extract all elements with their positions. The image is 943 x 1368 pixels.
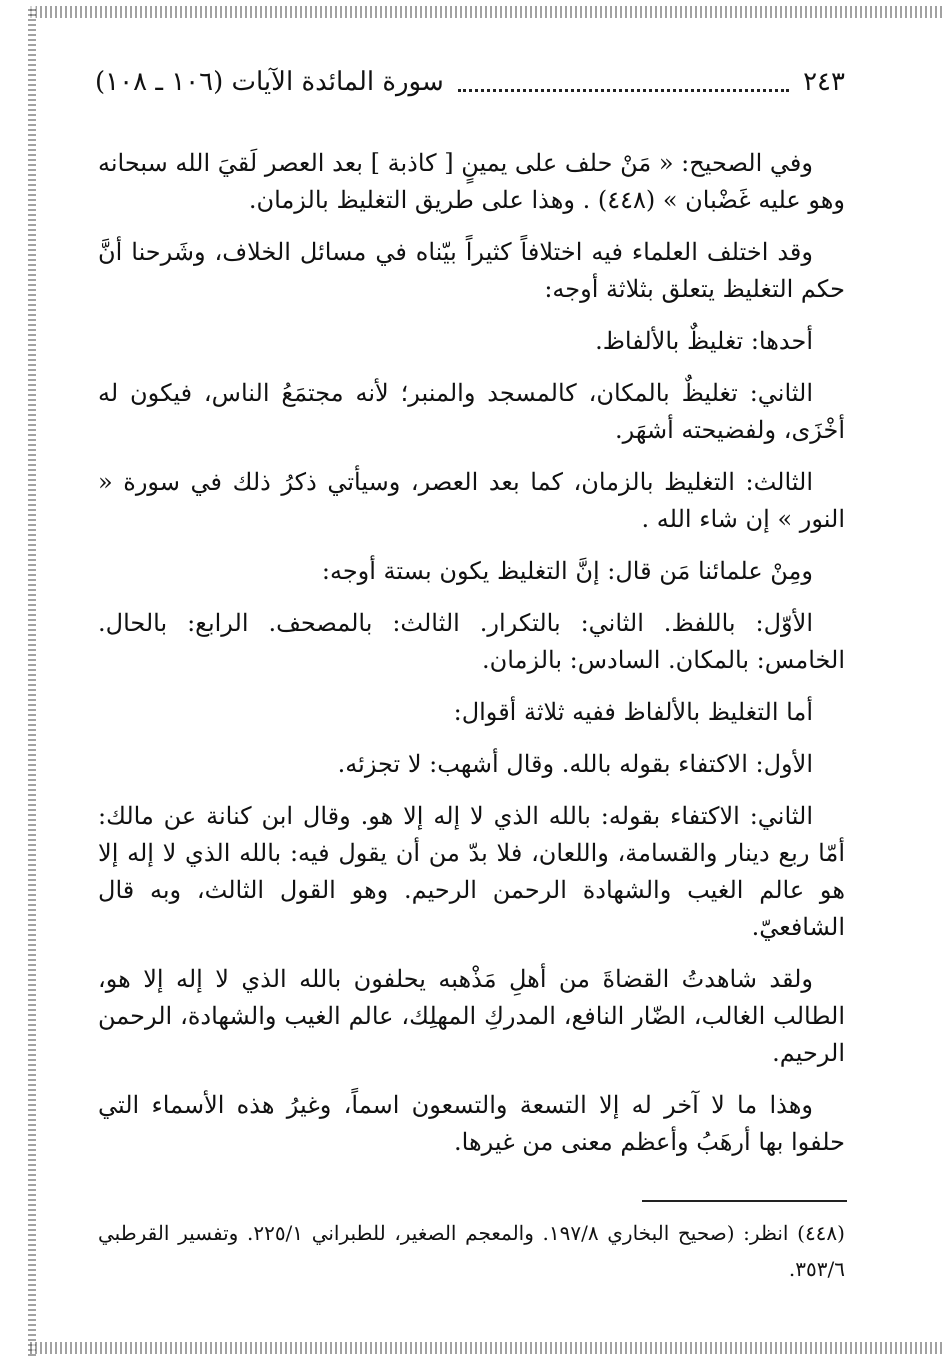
running-title: سورة المائدة الآيات (١٠٦ ـ ١٠٨) <box>95 67 444 97</box>
paragraph: الأوّل: باللفظ. الثاني: بالتكرار. الثالث: بالمصحف. الرابع: بالحال. الخامس: بالمكان. السادس: بالزمان. <box>98 609 845 674</box>
paragraph: الأول: الاكتفاء بقوله بالله. وقال أشهب: لا تجزئه. <box>337 750 813 778</box>
ornamental-border-left <box>28 6 36 1356</box>
paragraph: وفي الصحيح: « مَنْ حلف على يمينٍ [ كاذبة ] بعد العصر لَقيَ الله سبحانه وهو عليه غَضْبان » (٤٤٨) . وهذا على طريق التغليظ بالزمان. <box>98 149 845 214</box>
page-header <box>95 62 845 102</box>
paragraph: أحدها: تغليظٌ بالألفاظ. <box>595 327 813 355</box>
dot-leader <box>458 89 789 92</box>
footnote-separator <box>642 1200 847 1202</box>
paragraph: ولقد شاهدتُ القضاةَ من أهلِ مَذْهبه يحلفون بالله الذي لا إله إلا هو، الطالب الغالب، الضّار النافع، المدركِ المهلِك، عالم الغيب والشهادة، الرحمن الرحيم. <box>98 965 845 1067</box>
ornamental-border-top <box>30 6 943 18</box>
page-number: ٢٤٣ <box>803 67 845 97</box>
ornamental-border-bottom <box>30 1342 943 1354</box>
paragraph: ومِنْ علمائنا مَن قال: إنَّ التغليظ يكون بستة أوجه: <box>321 557 813 585</box>
paragraph: الثاني: الاكتفاء بقوله: بالله الذي لا إله إلا هو. وقال ابن كنانة عن مالك: أمّا ربع دينار والقسامة، واللعان، فلا بدّ من أن يقول فيه: بالله الذي لا إله إلا هو عالم الغيب والشهادة الرحمن الرحيم. وهو القول الثالث، وبه قال الشافعيّ. <box>98 802 846 941</box>
paragraph: الثاني: تغليظٌ بالمكان، كالمسجد والمنبر؛ لأنه مجتمَعُ الناس، فيكون له أخْزَى، ولفضيحته أشهَر. <box>98 379 845 444</box>
paragraph: أما التغليظ بالألفاظ ففيه ثلاثة أقوال: <box>453 698 813 726</box>
paragraph: الثالث: التغليظ بالزمان، كما بعد العصر، وسيأتي ذكرُ ذلك في سورة « النور » إن شاء الله . <box>98 468 845 533</box>
footnote: (٤٤٨) انظر: (صحيح البخاري ١٩٧/٨. والمعجم الصغير، للطبراني ٢٢٥/١. وتفسير القرطبي ٣٥٣/٦. <box>98 1221 845 1281</box>
body-text <box>98 145 845 1176</box>
paragraph: وهذا ما لا آخر له إلا التسعة والتسعون اسماً، وغيرُ هذه الأسماء التي حلفوا بها أرهَبُ وأعظم معنى من غيرها. <box>98 1091 845 1156</box>
paragraph: وقد اختلف العلماء فيه اختلافاً كثيراً بيّناه في مسائل الخلاف، وشَرحنا أنَّ حكم التغليظ يتعلق بثلاثة أوجه: <box>98 238 845 303</box>
